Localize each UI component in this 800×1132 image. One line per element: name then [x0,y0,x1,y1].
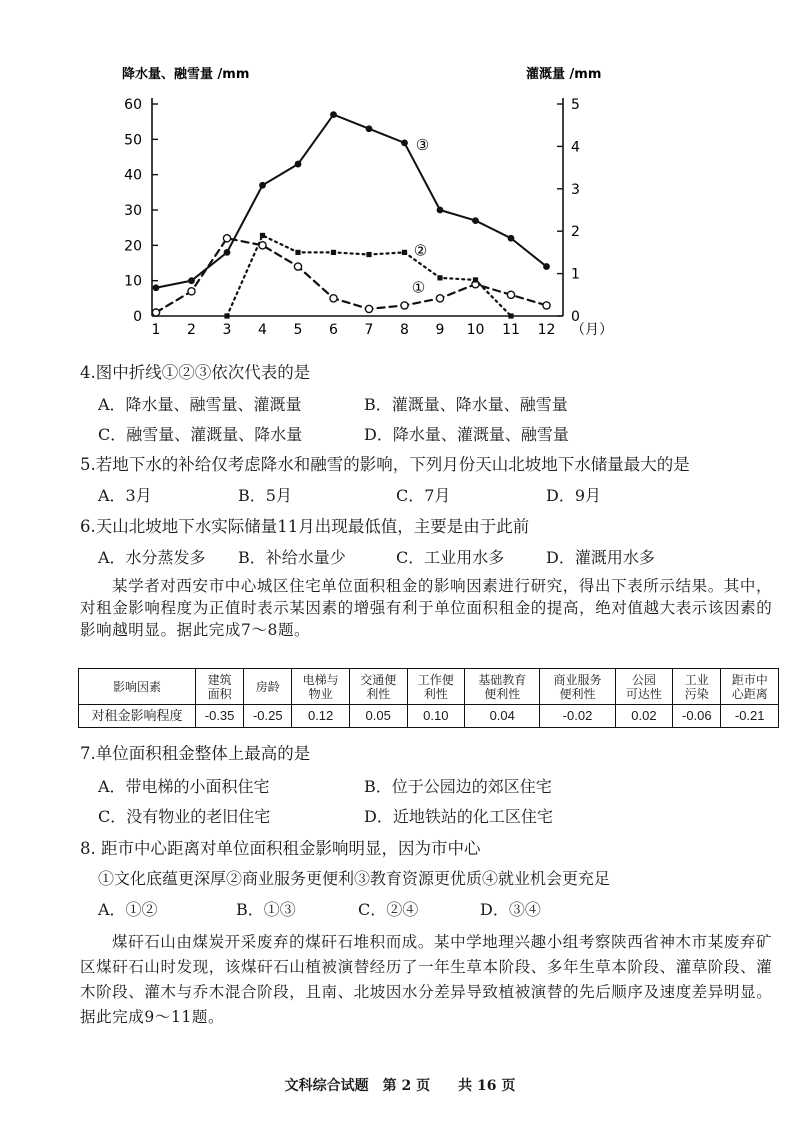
left-tick-label: 0 [133,309,142,325]
right-tick-label: 2 [571,224,580,241]
x-tick-label: 4 [258,322,267,338]
table-value-cell: 0.05 [349,705,407,728]
table-value-cell: 0.02 [615,705,673,728]
q5-option-b[interactable]: B．5月 [238,486,292,505]
data-point [436,295,443,302]
data-point [473,277,478,282]
passage-rent-study: 某学者对西安市中心城区住宅单位面积租金的影响因素进行研究，得出下表所示结果。其中，对租金影响程度为正值时表示某因素的增强有利于单位面积租金的提高，绝对值越大表示该因素的影响越明显。据此完成7～8题。 [80,577,773,639]
q7-option-c[interactable]: C．没有物业的老旧住宅 [98,807,271,826]
data-point [508,235,515,242]
x-tick-label: 10 [466,322,485,338]
q8-option-a[interactable]: A．①② [98,900,158,919]
x-tick-label: 8 [400,322,409,338]
table-header-cell [721,669,779,705]
table-value-row [79,705,779,728]
data-point [472,217,479,224]
table-value-cell: -0.35 [196,705,244,728]
data-point [508,313,513,318]
x-tick-label: 12 [537,322,556,338]
q7-option-d[interactable]: D．近地铁站的化工区住宅 [364,807,553,826]
left-tick-label: 10 [124,273,142,290]
table-value-cell: -0.21 [721,705,779,728]
table-header-cell [349,669,407,705]
x-tick-label: 9 [435,322,445,338]
left-tick-label: 30 [124,203,142,219]
data-point [294,263,301,270]
q4-stem: 4.图中折线①②③依次代表的是 [80,363,311,382]
q6-option-a[interactable]: A．水分蒸发多 [98,548,206,567]
table-value-cell: -0.02 [540,705,615,728]
table-header-line1: 建筑 [207,672,232,687]
x-tick-label: 6 [329,322,338,338]
table-header-line1: 基础教育 [478,672,527,687]
x-tick-label: 5 [293,322,303,338]
data-point [402,250,407,255]
data-point [188,277,195,284]
data-point [507,291,514,298]
series-label: ③ [415,135,430,154]
rent-factor-table [78,668,779,728]
x-tick-label: 3 [222,322,232,338]
q8-option-c[interactable]: C．②④ [358,900,419,919]
table-header-cell [465,669,540,705]
q5-stem: 5.若地下水的补给仅考虑降水和融雪的影响，下列月份天山北坡地下水储量最大的是 [80,455,690,474]
table-header-row [79,669,779,705]
table-header-line2: 心距离 [731,686,768,701]
x-tick-label: 1 [151,322,161,338]
right-tick-label: 5 [571,97,580,113]
table-header-cell [292,669,350,705]
data-point [437,275,442,280]
table-header-line2: 可达性 [625,686,662,701]
data-point [365,305,372,312]
table-header-line1: 商业服务 [553,672,602,687]
series-label: ① [411,278,426,297]
table-header-cell [196,669,244,705]
series-line [156,238,547,312]
table-value-cell: 0.10 [407,705,465,728]
table-header-line1: 工作便 [417,672,454,687]
q6-option-d[interactable]: D．灌溉用水多 [546,548,655,567]
data-point [152,309,159,316]
data-point [366,125,373,132]
table-header-cell [407,669,465,705]
table-header-cell [540,669,615,705]
table-header-line2: 利性 [366,686,391,701]
table-value-cell: 0.12 [292,705,350,728]
data-point [224,249,231,256]
table-header-line1: 电梯与 [302,672,339,687]
table-header-cell [244,669,292,705]
table-header-line2: 面积 [207,686,232,701]
x-tick-label: 2 [187,322,196,338]
q4-option-b[interactable]: B．灌溉量、降水量、融雪量 [364,395,568,414]
data-point [224,313,229,318]
q8-option-b[interactable]: B．①③ [236,900,296,919]
x-tick-label: 7 [364,322,374,338]
data-point [330,111,337,118]
right-tick-label: 4 [571,139,580,156]
table-header-line2: 污染 [684,686,709,701]
q7-stem: 7.单位面积租金整体上最高的是 [80,744,311,763]
data-point [295,161,302,168]
table-value-cell: -0.25 [244,705,292,728]
table-row-label: 对租金影响程度 [79,705,196,728]
page-footer: 文科综合试题 第 2 页 共 16 页 [284,1078,516,1094]
left-tick-label: 40 [124,167,142,184]
data-point [259,182,266,189]
table-header-line1: 公园 [631,672,656,687]
right-tick-label: 1 [571,266,580,283]
q6-option-c[interactable]: C．工业用水多 [396,548,505,567]
q5-option-a[interactable]: A．3月 [98,486,152,505]
q4-option-d[interactable]: D．降水量、灌溉量、融雪量 [364,425,569,444]
table-header-line2: 便利性 [559,686,596,701]
q8-statements: ①文化底蕴更深厚②商业服务更便利③教育资源更优质④就业机会更充足 [98,869,611,888]
data-point [543,302,550,309]
x-axis-unit: （月） [571,322,613,338]
table-header-line1: 交通便 [360,672,397,687]
table-header-line1: 房龄 [255,679,280,694]
left-tick-label: 60 [124,97,142,113]
line-chart [100,60,620,345]
left-tick-label: 50 [124,132,142,149]
data-point [366,252,371,257]
right-tick-label: 3 [571,181,580,198]
data-point [437,207,444,214]
right-axis-title: 灌溉量 /mm [526,67,602,82]
data-point [330,295,337,302]
left-axis-title: 降水量、融雪量 /mm [122,67,250,82]
data-point [188,288,195,295]
data-point [331,250,336,255]
q8-stem: 8. 距市中心距离对单位面积租金影响明显，因为市中心 [80,839,481,858]
q4-option-a[interactable]: A．降水量、融雪量、灌溉量 [98,395,302,414]
left-tick-label: 20 [124,238,142,255]
table-header-label: 影响因素 [79,669,196,705]
data-point [543,263,550,270]
series-label: ② [413,241,428,260]
table-header-line1: 工业 [684,672,709,687]
table-header-cell [673,669,721,705]
q6-option-b[interactable]: B．补给水量少 [238,548,346,567]
data-point [223,235,230,242]
data-point [295,250,300,255]
q7-option-b[interactable]: B．位于公园边的郊区住宅 [364,777,552,796]
q7-option-a[interactable]: A．带电梯的小面积住宅 [98,777,270,796]
series-line [156,115,547,288]
data-point [401,302,408,309]
passage-gangue-hill: 煤矸石山由煤炭开采废弃的煤矸石堆积而成。某中学地理兴趣小组考察陕西省神木市某废弃矿区煤矸石山时发现，该煤矸石山植被演替经历了一年生草本阶段、多年生草本阶段、灌草阶段、灌木阶段、灌木与乔木混合阶段，且南、北坡因水分差异导致植被演替的先后顺序及速度差异明显。据此完成9～11题。 [80,933,773,1026]
table-header-cell [615,669,673,705]
q4-option-c[interactable]: C．融雪量、灌溉量、降水量 [98,425,303,444]
series-line [227,235,511,316]
data-point [153,284,160,291]
table-header-line2: 利性 [423,686,448,701]
q6-stem: 6.天山北坡地下水实际储量11月出现最低值，主要是由于此前 [80,517,530,536]
q5-option-c[interactable]: C．7月 [396,486,451,505]
table-value-cell: -0.06 [673,705,721,728]
table-header-line2: 便利性 [484,686,521,701]
right-tick-label: 0 [571,309,580,325]
x-tick-label: 11 [502,322,520,338]
data-point [260,233,265,238]
q8-option-d[interactable]: D．③④ [480,900,541,919]
data-point [401,139,408,146]
table-value-cell: 0.04 [465,705,540,728]
q5-option-d[interactable]: D．9月 [546,486,602,505]
table-header-line1: 距市中 [731,672,768,687]
table-header-line2: 物业 [308,686,333,701]
